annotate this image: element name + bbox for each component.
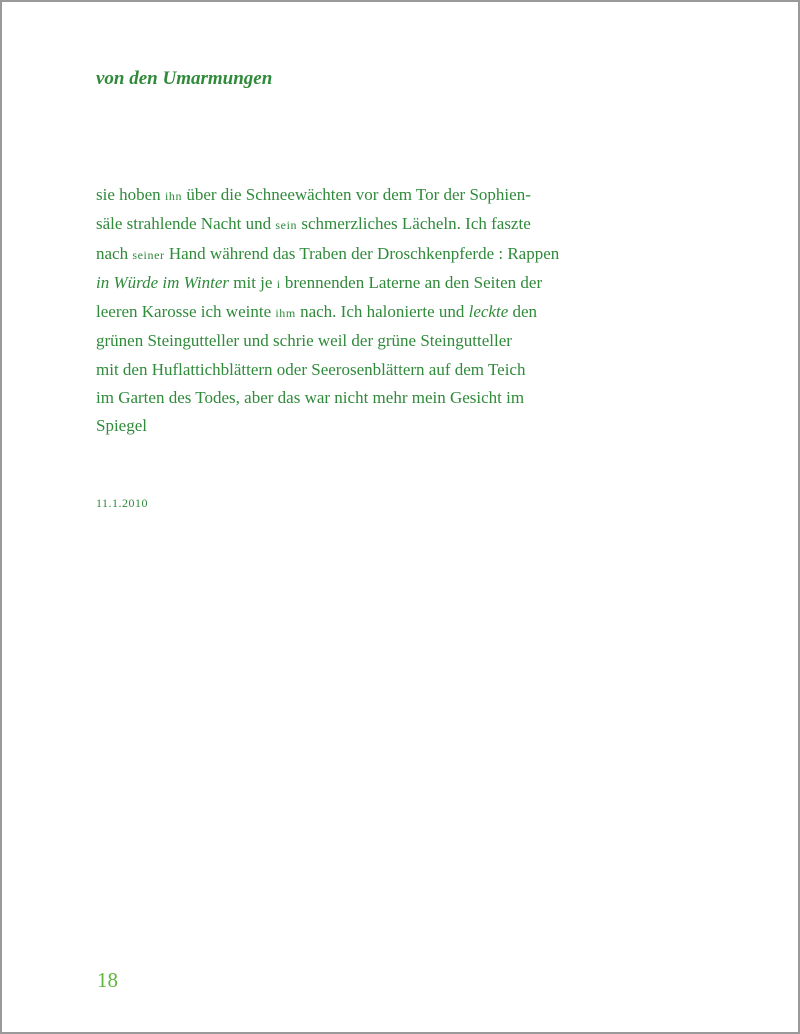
poem-text: nach. Ich halonierte und (295, 302, 469, 322)
poem-line (96, 298, 559, 327)
poem-text: über die Schneewächten vor dem Tor der Sophien- (182, 185, 531, 204)
poem-emphasis-smallcaps: seiner (132, 247, 165, 262)
poem-emphasis-smallcaps: sein (275, 218, 298, 233)
poem-text: brennenden Laterne an den Seiten der (280, 272, 543, 292)
running-title: von den Umarmungen (96, 68, 273, 89)
page-number: 18 (97, 968, 118, 992)
poem-text: leeren Karosse ich weinte (96, 302, 276, 322)
poem-text: grünen Steingutteller und schrie weil der grüne Steingutteller (96, 331, 512, 351)
poem-text: mit je (229, 272, 277, 292)
poem-text: sie hoben (96, 185, 165, 204)
poem-line (96, 384, 559, 412)
poem-text: säle strahlende Nacht und (96, 214, 276, 234)
poem-emphasis-italic: in Würde im Winter (96, 272, 229, 292)
poem-text: nach (96, 243, 133, 263)
poem-text: Hand während das Traben der Droschkenpferde : Rappen (164, 243, 560, 263)
poem-emphasis-smallcaps: ihn (164, 189, 183, 203)
poem-text: Spiegel (96, 416, 147, 436)
poem-emphasis-smallcaps: ihm (275, 306, 296, 321)
poem-line (96, 210, 559, 239)
poem-text: im Garten des Todes, aber das war nicht mehr mein Gesicht im (96, 388, 525, 408)
poem-line (96, 181, 559, 210)
poem-text: mit den Huflattichblättern oder Seerosenblättern auf dem Teich (96, 359, 526, 379)
poem-line (96, 412, 559, 440)
poem-line (96, 356, 559, 384)
poem-text: den (508, 302, 538, 322)
poem-body (96, 181, 559, 441)
poem-line (96, 327, 559, 355)
poem-line (96, 269, 559, 298)
poem-text: schmerzliches Lächeln. Ich faszte (297, 214, 531, 234)
poem-emphasis-italic: leckte (468, 302, 509, 322)
poem-emphasis-smallcaps: i (276, 276, 281, 291)
poem-line (96, 240, 559, 269)
poem-date: 11.1.2010 (96, 496, 149, 510)
